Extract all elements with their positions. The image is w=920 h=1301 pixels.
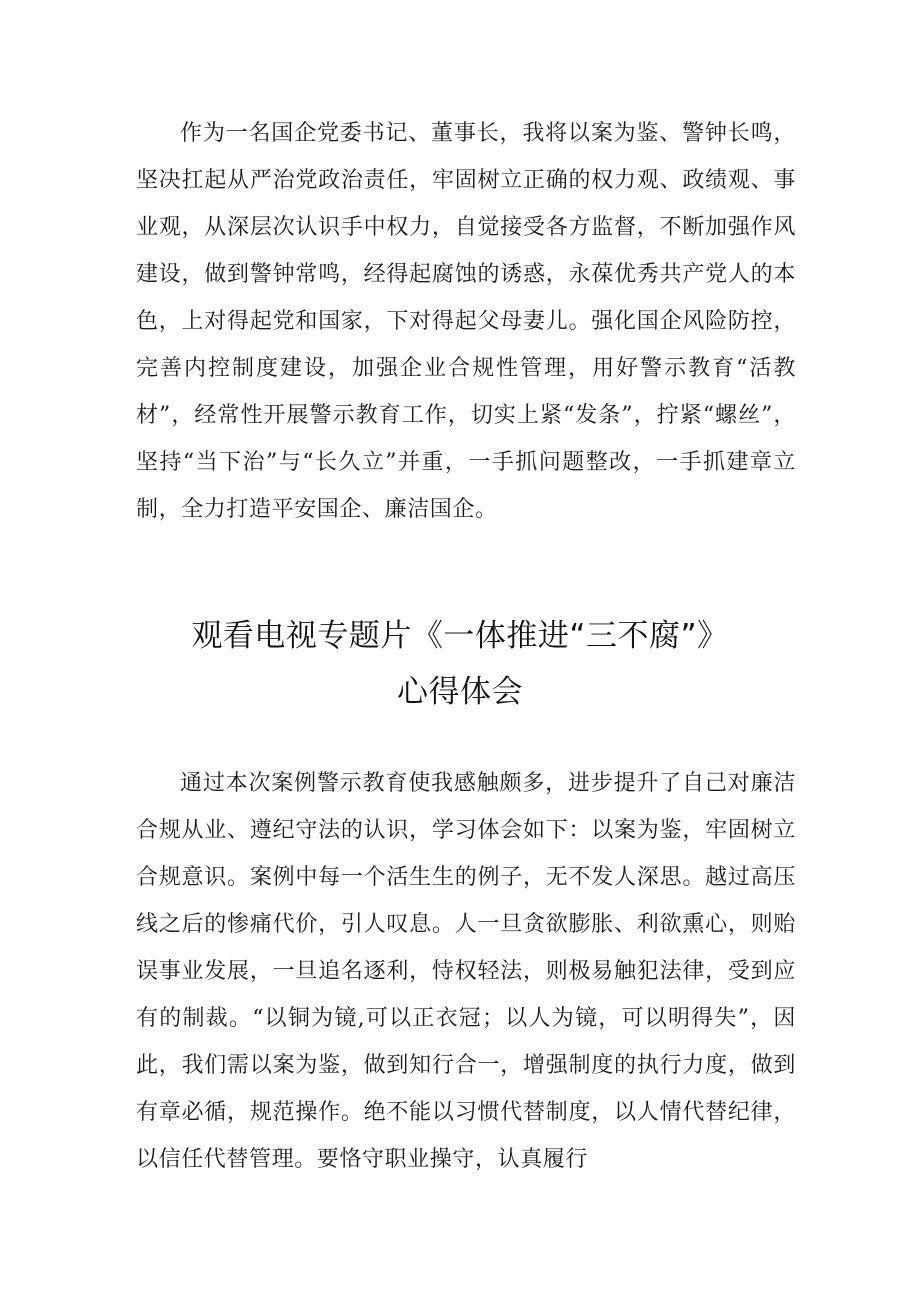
body-paragraph-2: 通过本次案例警示教育使我感触颇多，进步提升了自己对廉洁合规从业、遵纪守法的认识，学习体会如下：以案为鉴，牢固树立合规意识。案例中每一个活生生的例子，无不发人深思。越过高压线之后的惨痛代价，引人叹息。人一旦贪欲膨胀、利欲熏心，则贻误事业发展，一旦追名逐利，恃权轻法，则极易触犯法律，受到应有的制裁。“以铜为镜,可以正衣冠；以人为镜，可以明得失”，因此，我们需以案为鉴，做到知行合一，增强制度的执行力度，做到有章必循，规范操作。绝不能以习惯代替制度，以人情代替纪律，以信任代替管理。要恪守职业操守，认真履行 (136, 771, 796, 1172)
body-paragraph-1: 作为一名国企党委书记、董事长，我将以案为鉴、警钟长鸣，坚决扛起从严治党政治责任，牢固树立正确的权力观、政绩观、事业观，从深层次认识手中权力，自觉接受各方监督，不断加强作风建设，做到警钟常鸣，经得起腐蚀的诱惑，永葆优秀共产党人的本色，上对得起党和国家，下对得起父母妻儿。强化国企风险防控，完善内控制度建设，加强企业合规性管理，用好警示教育“活教材”，经常性开展警示教育工作，切实上紧“发条”，拧紧“螺丝”，坚持“当下治”与“长久立”并重，一手抓问题整改，一手抓建章立制，全力打造平安国企、廉洁国企。 (136, 121, 796, 522)
article-title: 观看电视专题片《一体推进“三不腐”》 (191, 618, 729, 654)
article-title-subtitle: 心得体会 (397, 674, 523, 710)
